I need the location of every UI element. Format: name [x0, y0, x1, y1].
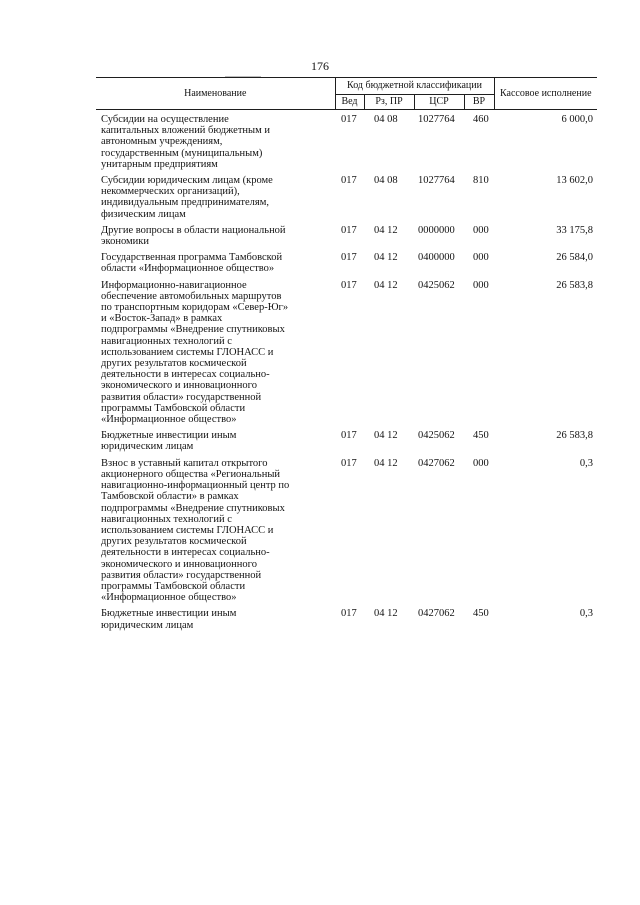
name-line: использованием системы ГЛОНАСС и [101, 524, 274, 536]
budget-table [96, 77, 597, 636]
header-name: Наименование [96, 78, 335, 110]
table-body [96, 110, 597, 636]
cell-name [96, 110, 335, 176]
cell-ved: 017 [341, 430, 357, 442]
cell-vr: 810 [473, 175, 489, 187]
cell-ved: 017 [341, 175, 357, 187]
cell-rz-pr: 04 12 [374, 608, 398, 620]
cell-csr: 0400000 [418, 252, 455, 264]
table-header [96, 78, 597, 110]
cell-amount: 26 584,0 [556, 252, 594, 264]
table-row [96, 458, 597, 609]
name-line: по транспортным коридорам «Север-Юг» [101, 302, 289, 314]
header-amount: Кассовое исполнение [494, 78, 597, 110]
cell-vr: 450 [473, 430, 489, 442]
cell-rz-pr: 04 08 [374, 114, 398, 125]
header-code-group: Код бюджетной классификации [335, 78, 494, 95]
table-row [96, 225, 597, 252]
cell-ved: 017 [341, 114, 357, 125]
cell-ved: 017 [341, 224, 357, 236]
cell-rz-pr: 04 12 [374, 457, 398, 469]
name-line: Субсидии юридическим лицам (кроме [101, 175, 273, 187]
name-line: развития области» государственной [101, 569, 262, 581]
name-line: Другие вопросы в области национальной [101, 224, 286, 236]
name-line: физическим лицам [101, 208, 186, 220]
name-line: юридическим лицам [101, 441, 194, 453]
cell-rz-pr: 04 12 [374, 279, 398, 291]
name-line: индивидуальным предпринимателям, [101, 197, 269, 209]
cell-ved: 017 [341, 279, 357, 291]
name-line: государственным (муниципальным) [101, 147, 263, 159]
cell-vr: 450 [473, 608, 489, 620]
cell-name [96, 175, 335, 225]
cell-rz-pr: 04 08 [374, 175, 398, 187]
cell-csr: 0000000 [418, 224, 455, 236]
cell-vr: 000 [473, 224, 489, 236]
cell-amount: 26 583,8 [556, 430, 594, 442]
cell-vr: 000 [473, 252, 489, 264]
cell-csr: 0427062 [418, 608, 455, 620]
cell-ved: 017 [341, 252, 357, 264]
page-number: 176 [311, 59, 329, 73]
cell-rz-pr: 04 12 [374, 252, 398, 264]
name-line: юридическим лицам [101, 619, 194, 631]
name-line: экономики [101, 236, 149, 248]
cell-amount: 0,3 [579, 457, 594, 469]
cell-csr: 0425062 [418, 430, 455, 442]
table-row [96, 430, 597, 457]
table-row [96, 608, 597, 635]
name-line: навигационных технологий с [101, 513, 232, 525]
cell-name [96, 458, 335, 609]
name-line: других результатов космической [101, 358, 247, 370]
cell-amount: 0,3 [579, 608, 594, 620]
name-line: унитарным предприятиям [101, 158, 218, 170]
name-line: Бюджетные инвестиции иным [101, 430, 237, 442]
cell-amount: 13 602,0 [556, 175, 594, 187]
cell-rz-pr: 04 12 [374, 430, 398, 442]
name-line: подпрограммы «Внедрение спутниковых [101, 324, 285, 336]
name-line: обеспечение автомобильных маршрутов [101, 290, 282, 302]
table-row [96, 110, 597, 176]
name-line: использованием системы ГЛОНАСС и [101, 346, 274, 358]
name-line: Взнос в уставный капитал открытого [101, 457, 268, 469]
table-row [96, 252, 597, 279]
name-line: Информационно-навигационное [101, 279, 247, 291]
cell-vr: 000 [473, 279, 489, 291]
cell-name [96, 252, 335, 279]
name-line: навигационно-информационный центр по [101, 480, 290, 492]
name-line: и «Восток-Запад» в рамках [101, 313, 223, 325]
name-line: развития области» государственной [101, 391, 262, 403]
cell-name [96, 280, 335, 431]
cell-amount: 6 000,0 [561, 114, 594, 125]
name-line: программы Тамбовской области [101, 580, 246, 592]
header-vr: ВР [464, 95, 494, 110]
name-line: подпрограммы «Внедрение спутниковых [101, 502, 285, 514]
cell-rz-pr: 04 12 [374, 224, 398, 236]
cell-name [96, 225, 335, 252]
cell-ved: 017 [341, 457, 357, 469]
name-line: некоммерческих организаций), [101, 186, 240, 198]
header-csr: ЦСР [414, 95, 464, 110]
name-line: деятельности в интересах социально- [101, 547, 270, 559]
name-line: области «Информационное общество» [101, 263, 275, 275]
cell-name [96, 430, 335, 457]
name-line: Государственная программа Тамбовской [101, 252, 283, 264]
header-rz-pr: Рз, ПР [364, 95, 414, 110]
cell-amount: 33 175,8 [556, 224, 594, 236]
name-line: других результатов космической [101, 536, 247, 548]
name-line: «Информационное общество» [101, 414, 237, 426]
name-line: экономического и инновационного [101, 380, 257, 392]
name-line: навигационных технологий с [101, 335, 232, 347]
cell-vr: 460 [473, 114, 489, 125]
name-line: Субсидии на осуществление [101, 114, 229, 125]
name-line: Бюджетные инвестиции иным [101, 608, 237, 620]
name-line: автономным учреждениям, [101, 136, 223, 148]
name-line: «Информационное общество» [101, 592, 237, 604]
name-line: Тамбовской области» в рамках [101, 491, 239, 503]
name-line: деятельности в интересах социально- [101, 369, 270, 381]
name-line: экономического и инновационного [101, 558, 257, 570]
cell-csr: 1027764 [418, 175, 455, 187]
table-row [96, 175, 597, 225]
cell-csr: 0425062 [418, 279, 455, 291]
cell-name [96, 608, 335, 635]
cell-csr: 0427062 [418, 457, 455, 469]
name-line: программы Тамбовской области [101, 402, 246, 414]
cell-amount: 26 583,8 [556, 279, 594, 291]
cell-ved: 017 [341, 608, 357, 620]
cell-vr: 000 [473, 457, 489, 469]
header-ved: Вед [335, 95, 364, 110]
name-line: капитальных вложений бюджетным и [101, 125, 270, 137]
cell-csr: 1027764 [418, 114, 455, 125]
table-row [96, 280, 597, 431]
name-line: акционерного общества «Региональный [101, 468, 281, 480]
